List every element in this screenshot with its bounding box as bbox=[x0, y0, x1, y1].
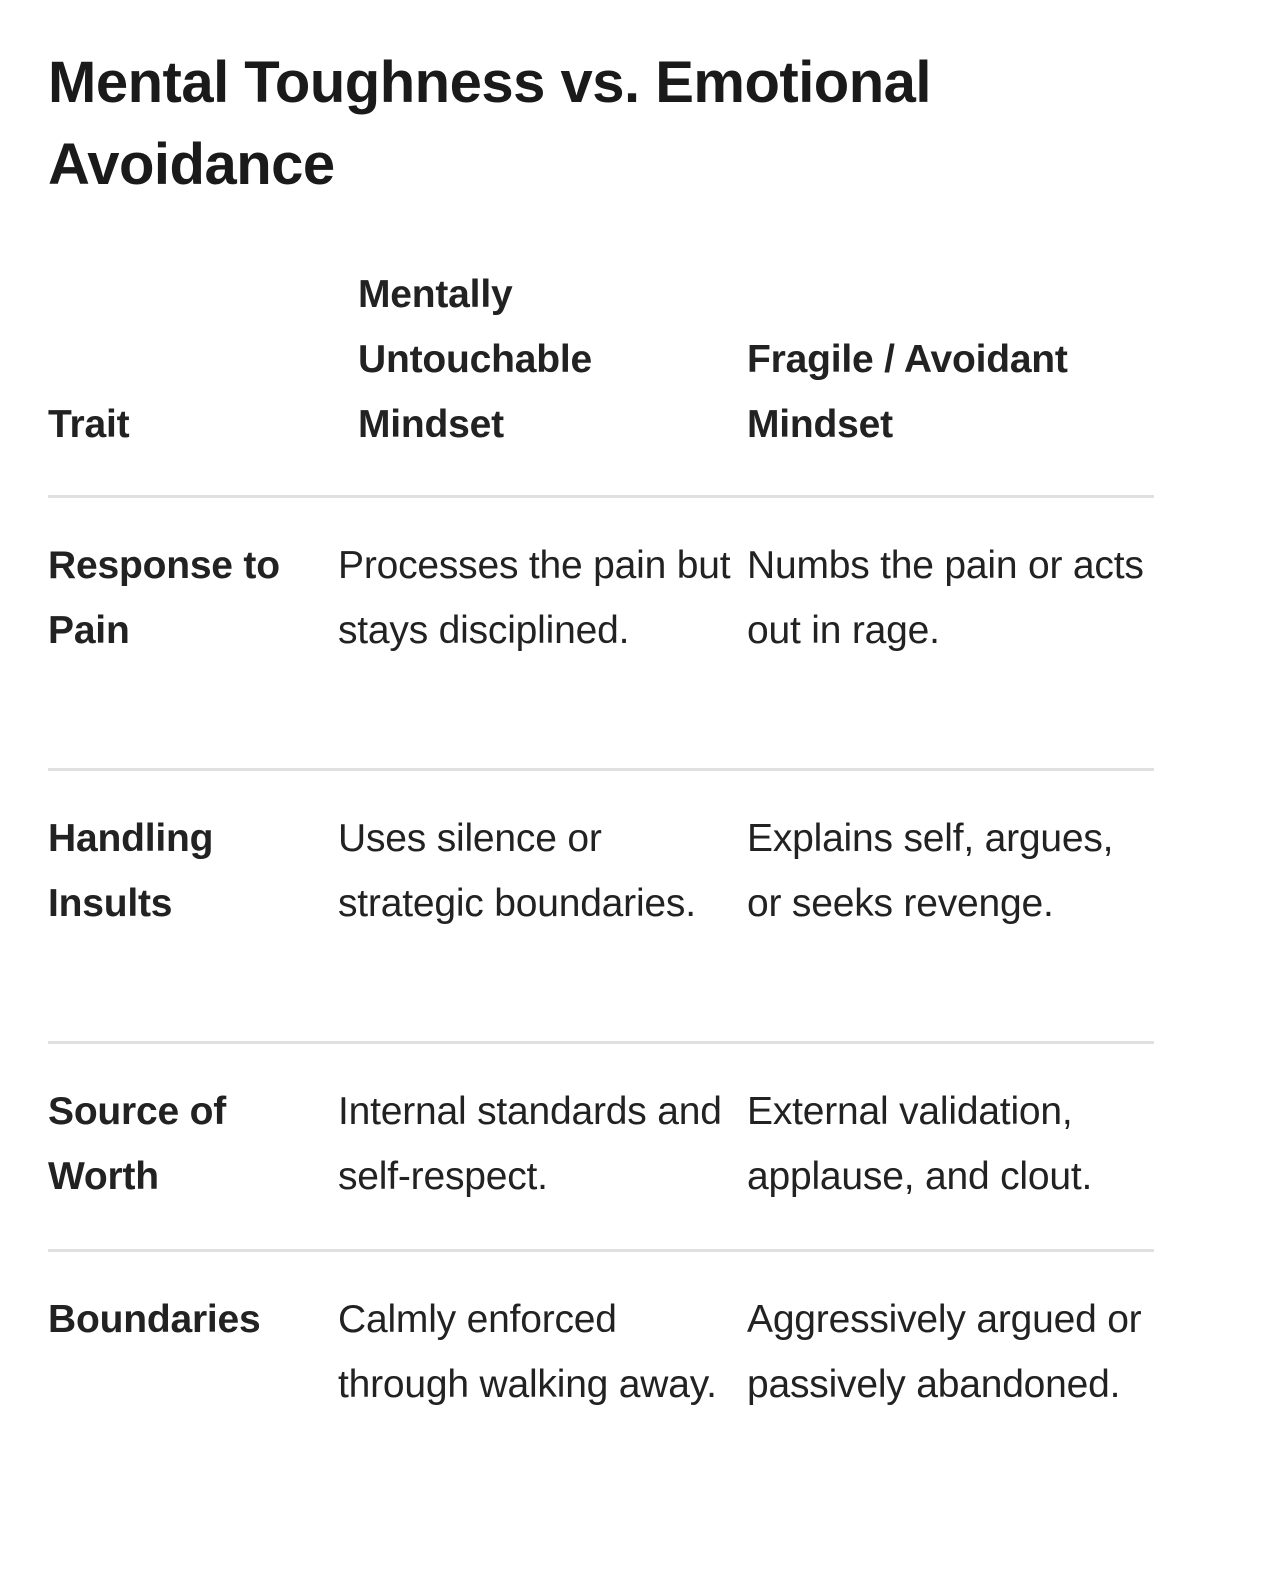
fragile-cell: Numbs the pain or acts out in rage. bbox=[747, 544, 1144, 652]
header-trait: Trait bbox=[48, 403, 130, 446]
table-row bbox=[48, 498, 1154, 771]
table-row bbox=[48, 1044, 1154, 1252]
header-fragile: Fragile / Avoidant Mindset bbox=[747, 338, 1068, 446]
untouchable-cell: Processes the pain but stays disciplined. bbox=[338, 544, 731, 652]
trait-cell: Source of Worth bbox=[48, 1090, 227, 1198]
fragile-cell: External validation, applause, and clout. bbox=[747, 1090, 1093, 1198]
fragile-cell: Explains self, argues, or seeks revenge. bbox=[747, 817, 1114, 925]
trait-cell: Response to Pain bbox=[48, 544, 280, 652]
untouchable-cell: Internal standards and self-respect. bbox=[338, 1090, 722, 1198]
untouchable-cell: Calmly enforced through walking away. bbox=[338, 1298, 717, 1406]
header-untouchable: Mentally Untouchable Mindset bbox=[358, 273, 592, 446]
table-header-row bbox=[48, 262, 1154, 498]
table-row bbox=[48, 1252, 1154, 1522]
table-row bbox=[48, 771, 1154, 1044]
trait-cell: Boundaries bbox=[48, 1298, 261, 1341]
trait-cell: Handling Insults bbox=[48, 817, 214, 925]
untouchable-cell: Uses silence or strategic boundaries. bbox=[338, 817, 696, 925]
fragile-cell: Aggressively argued or passively abandoned. bbox=[747, 1298, 1142, 1406]
comparison-table bbox=[48, 262, 1154, 1522]
page-title: Mental Toughness vs. Emotional Avoidance bbox=[48, 50, 932, 197]
